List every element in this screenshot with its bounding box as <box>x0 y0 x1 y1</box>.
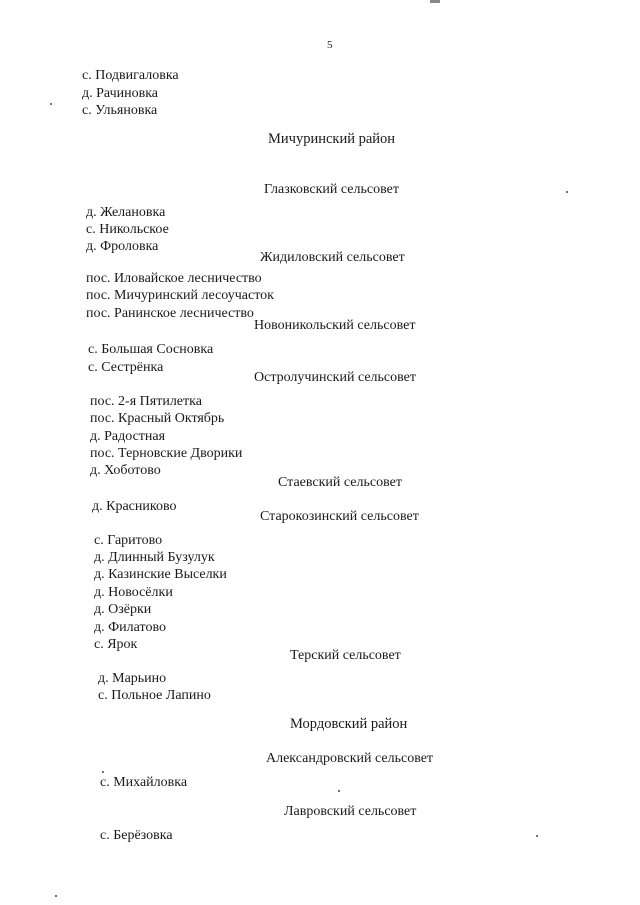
scan-speck <box>536 835 538 837</box>
council-heading: Глазковский сельсовет <box>264 182 399 197</box>
list-item: пос. Ранинское лесничество <box>86 306 254 321</box>
council-heading: Александровский сельсовет <box>266 751 434 766</box>
council-heading: Остролучинский сельсовет <box>254 370 416 385</box>
list-item: с. Михайловка <box>100 775 188 790</box>
list-item: д. Озёрки <box>94 602 152 617</box>
scan-mark <box>430 0 440 3</box>
scan-speck <box>566 191 568 193</box>
district-heading: Мордовский район <box>290 716 408 732</box>
list-item: д. Казинские Выселки <box>94 567 227 582</box>
list-item: с. Никольское <box>86 222 169 237</box>
list-item: д. Новосёлки <box>94 585 173 600</box>
list-item: пос. Красный Октябрь <box>90 411 225 426</box>
list-item: с. Сестрёнка <box>88 360 164 375</box>
scan-speck <box>102 771 104 773</box>
list-item: д. Длинный Бузулук <box>94 550 215 565</box>
council-heading: Лавровский сельсовет <box>284 804 417 819</box>
list-item: с. Ульяновка <box>82 103 158 118</box>
list-item: д. Желановка <box>86 205 166 220</box>
scan-speck <box>50 103 52 105</box>
list-item: д. Хоботово <box>90 463 161 478</box>
scan-speck <box>338 790 340 792</box>
district-heading: Мичуринский район <box>268 131 396 147</box>
list-item: с. Польное Лапино <box>98 688 211 703</box>
list-item: д. Марьино <box>98 671 167 686</box>
list-item: д. Рачиновка <box>82 86 159 101</box>
list-item: пос. Терновские Дворики <box>90 446 243 461</box>
list-item: д. Радостная <box>90 429 166 444</box>
page-number: 5 <box>327 39 333 51</box>
council-heading: Терский сельсовет <box>290 648 401 663</box>
council-heading: Жидиловский сельсовет <box>260 250 405 265</box>
list-item: с. Ярок <box>94 637 138 652</box>
council-heading: Новоникольский сельсовет <box>254 318 416 333</box>
council-heading: Старокозинский сельсовет <box>260 509 419 524</box>
council-heading: Стаевский сельсовет <box>278 475 402 490</box>
list-item: с. Подвигаловка <box>82 68 179 83</box>
list-item: с. Гаритово <box>94 533 163 548</box>
list-item: пос. Мичуринский лесоучасток <box>86 288 274 303</box>
scan-speck <box>55 895 57 897</box>
list-item: пос. 2-я Пятилетка <box>90 394 202 409</box>
list-item: д. Филатово <box>94 620 166 635</box>
list-item: пос. Иловайское лесничество <box>86 271 262 286</box>
list-item: д. Фроловка <box>86 239 159 254</box>
list-item: с. Берёзовка <box>100 828 173 843</box>
list-item: с. Большая Сосновка <box>88 342 214 357</box>
list-item: д. Красниково <box>92 499 177 514</box>
